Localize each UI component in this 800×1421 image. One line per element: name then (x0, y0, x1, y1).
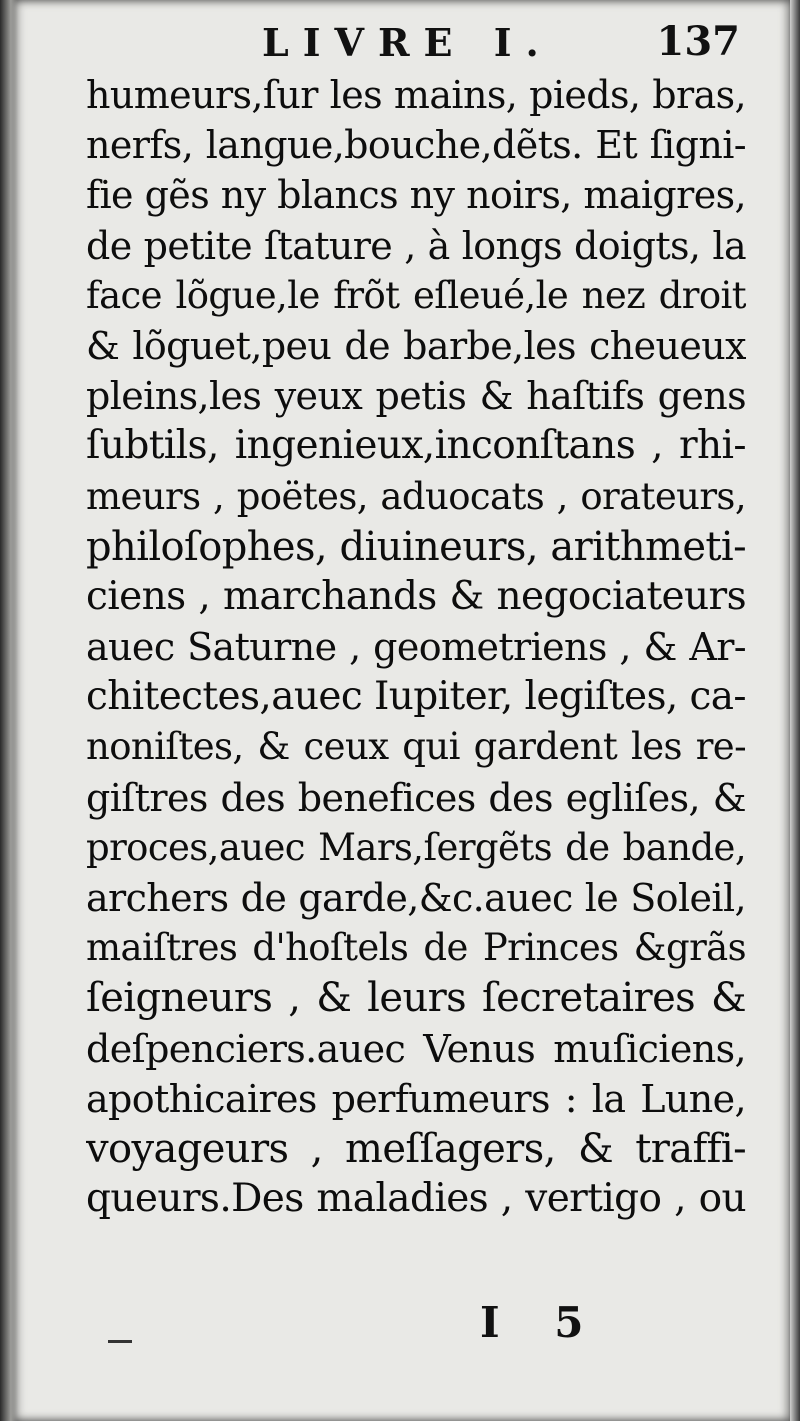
page-header (0, 18, 800, 68)
body-text (86, 70, 746, 1224)
text-line: voyageurs , meſſagers, & traffi- (86, 1125, 746, 1172)
text-line: noniſtes, & ceux qui gardent les re- (86, 725, 746, 769)
text-line: nerfs, langue,bouche,dẽts. Et ſigni- (86, 123, 746, 168)
text-line: ſeigneurs , & leurs ſecretaires & (86, 975, 746, 1022)
text-line: proces,auec Mars,ſergẽts de bande, (86, 825, 746, 869)
text-line: queurs.Des maladies , vertigo , ou (86, 1176, 746, 1222)
text-line: giſtres des benefices des egliſes, & (86, 775, 746, 820)
text-line: meurs , poëtes, aduocats , orateurs, (86, 474, 746, 518)
text-line: pleins,les yeux petis & haſtifs gens (86, 374, 746, 419)
text-line: ſubtils, ingenieux,inconſtans , rhi- (86, 423, 746, 469)
text-line: deſpenciers.auec Venus muſiciens, (86, 1026, 746, 1071)
signature-mark: I 5 (480, 1298, 584, 1347)
gutter-shadow (0, 0, 18, 1421)
text-line: de petite ſtature , à longs doigts, la (86, 223, 746, 268)
text-line: maiſtres d'hoſtels de Princes &grãs (86, 926, 746, 970)
text-line: chitectes,auec Iupiter, legiſtes, ca- (86, 674, 746, 720)
text-line: face lõgue,le frõt eſleué,le nez droit (86, 273, 746, 317)
edge-shadow (788, 0, 800, 1421)
text-line: archers de garde,&c.auec le Soleil, (86, 876, 746, 920)
text-line: philoſophes, diuineurs, arithmeti- (86, 523, 746, 570)
text-line: humeurs,ſur les mains, pieds, bras, (86, 73, 746, 117)
running-title: LIVRE I. (262, 20, 553, 65)
text-line: & lõguet,peu de barbe,les cheueux (86, 323, 746, 368)
page-number: 137 (656, 18, 740, 65)
ink-mark (108, 1340, 132, 1343)
text-line: auec Saturne , geometriens , & Ar- (86, 625, 746, 670)
text-line: ciens , marchands & negociateurs (86, 573, 746, 619)
text-line: apothicaires perfumeurs : la Lune, (86, 1076, 746, 1121)
text-line: fie gẽs ny blancs ny noirs, maigres, (86, 173, 746, 218)
